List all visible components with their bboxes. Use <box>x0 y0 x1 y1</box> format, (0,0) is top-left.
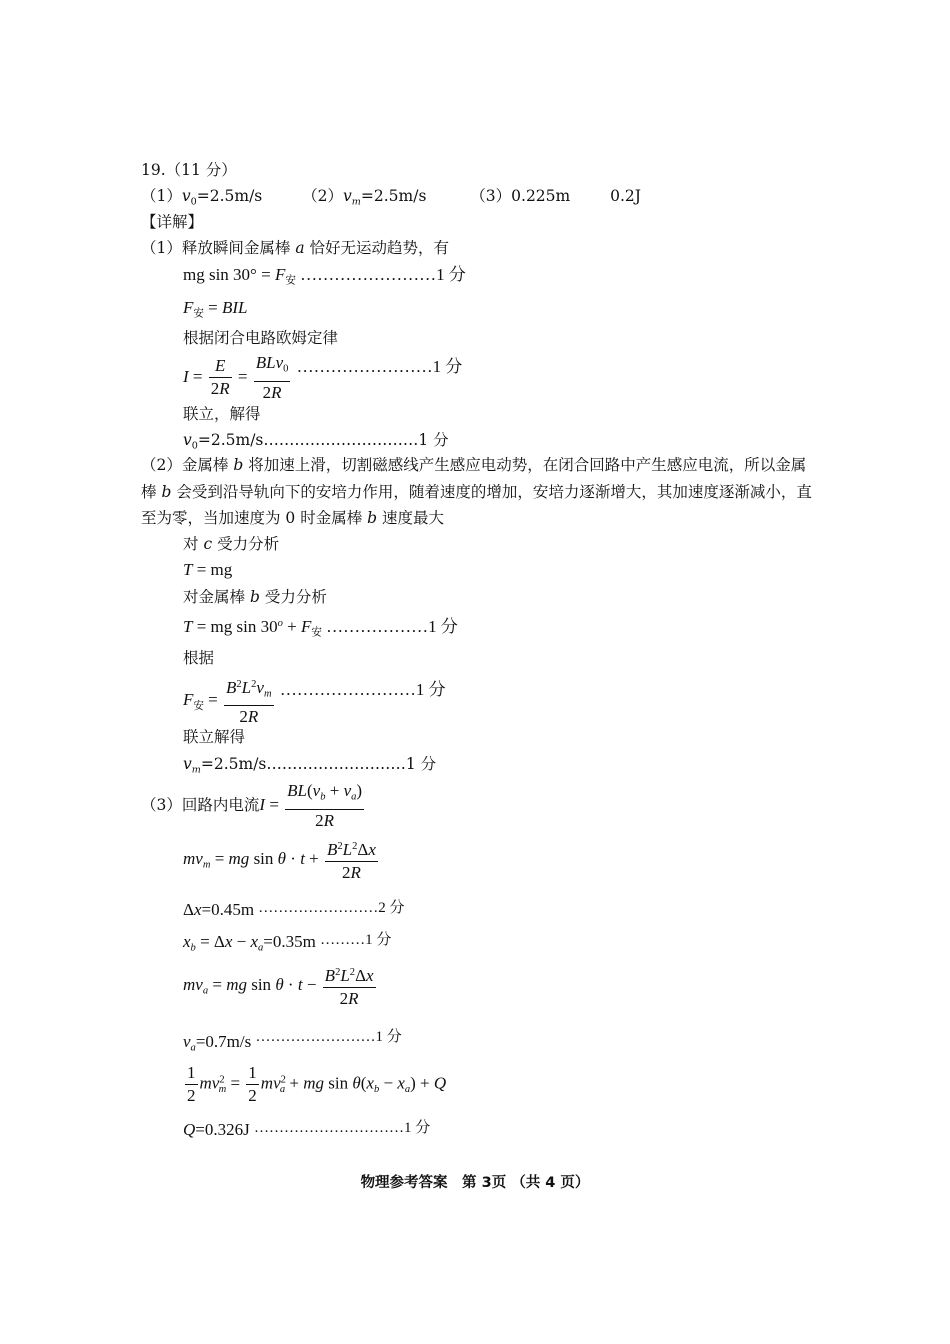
part3-score-dx: ……………………2 分 <box>258 900 405 916</box>
part2-force-b-a: 对金属棒 <box>183 588 246 606</box>
part1-equation-3: I = $\frac{E}{2R}$ = $\frac{BLv_0}{2R}$ ……………………1 分 <box>183 353 463 402</box>
part1-equation-2: $F_安$ = BIL <box>183 298 248 320</box>
answer-1-value: =2.5m/s <box>196 187 263 205</box>
part3-current: （3）回路内电流I = $\frac{BL(v_b + v_a)}{2R}$ <box>141 781 363 830</box>
answer-3-label: （3） <box>470 187 512 205</box>
part2-score-3: ………………1 分 <box>326 616 458 636</box>
part2-t-eq: = mg <box>196 560 233 579</box>
part1-result-text: =2.5m/s…………………………1 分 <box>197 431 449 449</box>
part3-label: （3） <box>141 795 182 814</box>
part2-result: $v_m=2.5m/s\dots\dots\dots\dots\dots\dots\dots\dots\dots 1$ 分 <box>183 755 437 776</box>
part2-label: （2） <box>141 456 182 474</box>
part3-xb-value: =0.35m <box>263 932 316 951</box>
answer-2-label: （2） <box>302 187 344 205</box>
part2-para-b: 将加速上滑，切割磁感线产生感应电动势，在闭合回路中产生感应电流，所以金属棒 <box>141 456 807 501</box>
part3-q: Q=0.326J …………………………1 分 <box>183 1120 431 1139</box>
part1-result: $v_0=2.5m/s\dots\dots\dots\dots\dots\dots\dots\dots\dots\dots 1$ 分 <box>183 431 449 452</box>
part2-equation-f: $F_安$ = $\frac{B^2L^2v_m}{2R}$ ……………………1 分 <box>183 674 446 728</box>
part1-eq1-text: mg sin 30° = <box>183 265 271 284</box>
part2-force-c-b: 受力分析 <box>217 535 280 553</box>
part1-score-1: ……………………1 分 <box>300 265 466 284</box>
part2-text-basis: 根据 <box>183 649 215 667</box>
part3-score-va: ……………………1 分 <box>255 1029 402 1045</box>
part2-result-text: =2.5m/s………………………1 分 <box>200 755 437 773</box>
page-footer: 物理参考答案 第 3页 （共 4 页） <box>360 1175 590 1191</box>
part3-dx-value: =0.45m <box>201 900 255 919</box>
answer-1-label: （1） <box>141 187 182 205</box>
part2-score-4: ……………………1 分 <box>279 680 446 700</box>
answer-3-value-1: 0.225m <box>511 187 571 205</box>
part3-xb: $x_b = \Delta x - x_a=0.35m$ ………1 分 <box>183 932 392 954</box>
part3-intro: 回路内电流 <box>181 795 260 814</box>
part1-text-ohm: 根据闭合电路欧姆定律 <box>183 329 339 347</box>
part2-equation-t2: T = mg $\sin 30^o + F_安$ ………………1 分 <box>183 616 458 639</box>
answer-summary: $(1)v_0=2.5m/s$ $(2)v_m=2.5m/s$ （3）0.225m 0.2J <box>141 187 641 208</box>
part2-t-eq2: = mg sin 30 <box>196 616 278 636</box>
part2-para-c: 会受到沿导轨向下的安培力作用，随着速度的增加，安培力逐渐增大，其加速度逐渐减小，直至为零，当加速度为 0 时金属棒 <box>141 482 812 527</box>
part3-momentum-m: $mv_m$ = mg sin θ · t + $\frac{B^2L^2\Delta x}{2R}$ <box>183 836 380 884</box>
part1-label: （1） <box>141 239 182 257</box>
answer-2-value: =2.5m/s <box>360 187 427 205</box>
question-header: 19.（11 分） <box>141 161 237 179</box>
part2-text-join: 联立解得 <box>183 728 246 746</box>
part1-score-2: ……………………1 分 <box>296 356 463 376</box>
part3-dx: Δx=0.45m ……………………2 分 <box>183 900 405 919</box>
part3-q-value: =0.326J <box>195 1120 250 1139</box>
part1-text-join: 联立，解得 <box>183 405 261 423</box>
part1-intro-a: 释放瞬间金属棒 <box>181 239 291 257</box>
part2-paragraph: （2）金属棒 b 将加速上滑，切割磁感线产生感应电动势，在闭合回路中产生感应电流，所以金属棒 b 会受到沿导轨向下的安培力作用，随着速度的增加，安培力逐渐增大，其加速度逐渐减小，直至为零，当加速度为 0 时金属棒 b 速度最大 <box>141 456 812 527</box>
part2-force-b-b: 受力分析 <box>264 588 327 606</box>
part3-va: $v_a=0.7m/s$ ……………………1 分 <box>183 1029 402 1054</box>
detail-title: 【详解】 <box>141 213 204 231</box>
part3-va-value: =0.7m/s <box>195 1032 252 1051</box>
part1-intro: （1）释放瞬间金属棒 a 恰好无运动趋势，有 <box>141 239 450 257</box>
part2-force-b: 对金属棒 b 受力分析 <box>183 588 327 606</box>
part2-force-c-a: 对 <box>183 535 199 553</box>
part3-momentum-a: $mv_a$ = mg sin θ · t − $\frac{B^2L^2\Delta x}{2R}$ <box>183 962 378 1010</box>
part3-score-q: …………………………1 分 <box>253 1120 431 1136</box>
part1-equation-1: mg $\sin 30^\circ = F_安$ ……………………1 分 <box>183 265 466 287</box>
part2-para-a: 金属棒 <box>181 456 229 474</box>
part3-score-xb: ………1 分 <box>320 932 392 948</box>
part2-force-c: 对 c 受力分析 <box>183 535 280 553</box>
part2-para-d: 速度最大 <box>382 509 445 527</box>
part1-intro-b: 恰好无运动趋势，有 <box>309 239 450 257</box>
part3-energy: $\frac{1}{2}$ $mv^2_m$ = $\frac{1}{2}$ $mv^2_a$ + mg $\sin \theta(x_b - x_a) + Q$ <box>187 1063 447 1105</box>
answer-3-value-2: 0.2J <box>610 187 641 205</box>
part2-equation-t: T = mg <box>183 560 233 579</box>
